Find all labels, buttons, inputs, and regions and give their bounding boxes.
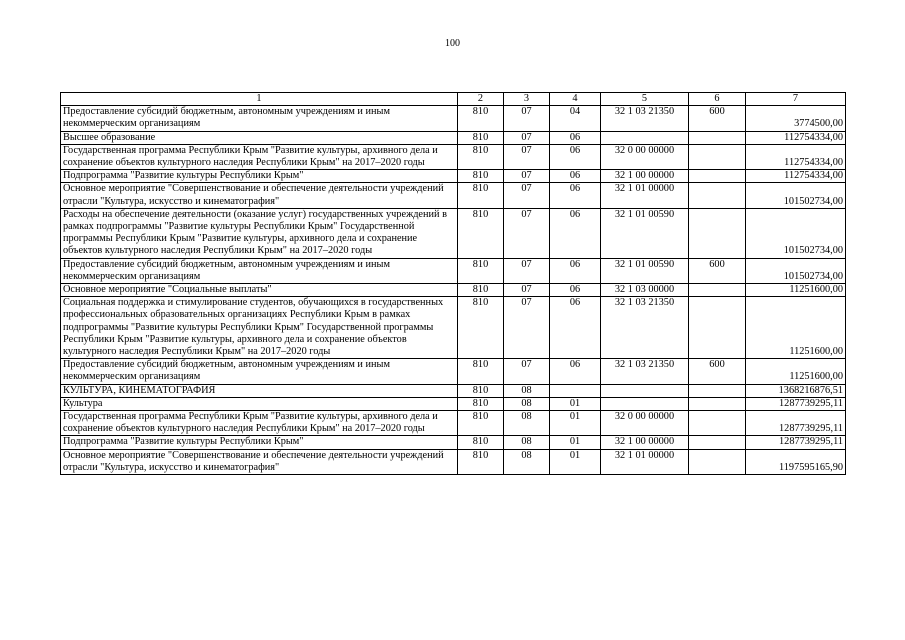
row-name-cell: Государственная программа Республики Крым "Развитие культуры, архивного дела и сохранение объектов культурного наследия Республики Крым" на 2017–2020 годы — [61, 411, 458, 436]
expense-type-cell — [689, 436, 746, 449]
subsection-code-cell: 06 — [550, 284, 601, 297]
expense-type-cell: 600 — [689, 106, 746, 131]
amount-cell: 1368216876,51 — [746, 384, 846, 397]
ministry-code-cell: 810 — [458, 449, 504, 474]
expense-type-cell — [689, 131, 746, 144]
table-row — [61, 397, 846, 410]
expense-type-cell — [689, 208, 746, 258]
target-article-cell: 32 1 01 00000 — [601, 183, 689, 208]
page-number: 100 — [445, 38, 460, 49]
ministry-code-cell: 810 — [458, 397, 504, 410]
amount-cell: 11251600,00 — [746, 297, 846, 359]
table-row — [61, 384, 846, 397]
target-article-cell: 32 0 00 00000 — [601, 144, 689, 169]
subsection-code-cell: 06 — [550, 208, 601, 258]
target-article-cell: 32 1 03 21350 — [601, 106, 689, 131]
amount-cell: 3774500,00 — [746, 106, 846, 131]
subsection-code-cell: 06 — [550, 170, 601, 183]
row-name-cell: Предоставление субсидий бюджетным, автономным учреждениям и иным некоммерческим организациям — [61, 106, 458, 131]
section-code-cell: 07 — [504, 170, 550, 183]
target-article-cell: 32 1 00 00000 — [601, 436, 689, 449]
subsection-code-cell: 01 — [550, 411, 601, 436]
section-code-cell: 08 — [504, 384, 550, 397]
table-row — [61, 449, 846, 474]
target-article-cell — [601, 397, 689, 410]
subsection-code-cell: 01 — [550, 397, 601, 410]
subsection-code-cell: 06 — [550, 183, 601, 208]
table-header-row — [61, 93, 846, 106]
target-article-cell: 32 1 01 00590 — [601, 208, 689, 258]
table-row — [61, 144, 846, 169]
expense-type-cell — [689, 384, 746, 397]
column-header: 1 — [61, 93, 458, 106]
amount-cell: 1287739295,11 — [746, 411, 846, 436]
table-row — [61, 436, 846, 449]
table-row — [61, 359, 846, 384]
amount-cell: 101502734,00 — [746, 258, 846, 283]
section-code-cell: 07 — [504, 359, 550, 384]
expense-type-cell — [689, 449, 746, 474]
section-code-cell: 08 — [504, 449, 550, 474]
expense-type-cell — [689, 183, 746, 208]
target-article-cell: 32 1 03 21350 — [601, 359, 689, 384]
row-name-cell: Подпрограмма "Развитие культуры Республики Крым" — [61, 436, 458, 449]
row-name-cell: Основное мероприятие "Совершенствование и обеспечение деятельности учреждений отрасли "Культура, искусство и кинематография" — [61, 183, 458, 208]
table-row — [61, 297, 846, 359]
table-body — [61, 106, 846, 475]
ministry-code-cell: 810 — [458, 144, 504, 169]
row-name-cell: Государственная программа Республики Крым "Развитие культуры, архивного дела и сохранение объектов культурного наследия Республики Крым" на 2017–2020 годы — [61, 144, 458, 169]
amount-cell: 112754334,00 — [746, 144, 846, 169]
column-header: 7 — [746, 93, 846, 106]
ministry-code-cell: 810 — [458, 258, 504, 283]
ministry-code-cell: 810 — [458, 436, 504, 449]
target-article-cell: 32 1 03 21350 — [601, 297, 689, 359]
table-row — [61, 170, 846, 183]
section-code-cell: 07 — [504, 106, 550, 131]
table-row — [61, 411, 846, 436]
subsection-code-cell: 06 — [550, 258, 601, 283]
section-code-cell: 07 — [504, 183, 550, 208]
section-code-cell: 07 — [504, 144, 550, 169]
subsection-code-cell: 04 — [550, 106, 601, 131]
section-code-cell: 08 — [504, 397, 550, 410]
subsection-code-cell: 01 — [550, 449, 601, 474]
column-header: 5 — [601, 93, 689, 106]
section-code-cell: 07 — [504, 284, 550, 297]
amount-cell: 1287739295,11 — [746, 397, 846, 410]
target-article-cell — [601, 131, 689, 144]
row-name-cell: Культура — [61, 397, 458, 410]
target-article-cell: 32 0 00 00000 — [601, 411, 689, 436]
table-row — [61, 258, 846, 283]
table-row — [61, 284, 846, 297]
expense-type-cell: 600 — [689, 258, 746, 283]
target-article-cell — [601, 384, 689, 397]
ministry-code-cell: 810 — [458, 131, 504, 144]
expense-type-cell — [689, 284, 746, 297]
section-code-cell: 07 — [504, 297, 550, 359]
expense-type-cell — [689, 297, 746, 359]
target-article-cell: 32 1 01 00000 — [601, 449, 689, 474]
ministry-code-cell: 810 — [458, 411, 504, 436]
expense-type-cell — [689, 170, 746, 183]
ministry-code-cell: 810 — [458, 384, 504, 397]
row-name-cell: Предоставление субсидий бюджетным, автономным учреждениям и иным некоммерческим организациям — [61, 258, 458, 283]
subsection-code-cell: 06 — [550, 359, 601, 384]
amount-cell: 101502734,00 — [746, 183, 846, 208]
target-article-cell: 32 1 03 00000 — [601, 284, 689, 297]
subsection-code-cell: 06 — [550, 297, 601, 359]
section-code-cell: 07 — [504, 258, 550, 283]
subsection-code-cell: 01 — [550, 436, 601, 449]
column-header: 4 — [550, 93, 601, 106]
budget-table — [60, 92, 846, 475]
amount-cell: 11251600,00 — [746, 359, 846, 384]
expense-type-cell — [689, 397, 746, 410]
row-name-cell: Расходы на обеспечение деятельности (оказание услуг) государственных учреждений в рамках подпрограммы "Развитие культуры Республики Крым" Государственной программы Республики Крым "Развитие культуры, архивного дела и сохранение объектов культурного наследия Республики Крым" на 2017–2020 годы — [61, 208, 458, 258]
amount-cell: 112754334,00 — [746, 131, 846, 144]
ministry-code-cell: 810 — [458, 208, 504, 258]
subsection-code-cell — [550, 384, 601, 397]
column-header: 2 — [458, 93, 504, 106]
table-row — [61, 106, 846, 131]
table-row — [61, 183, 846, 208]
ministry-code-cell: 810 — [458, 297, 504, 359]
column-header: 3 — [504, 93, 550, 106]
amount-cell: 11251600,00 — [746, 284, 846, 297]
row-name-cell: КУЛЬТУРА, КИНЕМАТОГРАФИЯ — [61, 384, 458, 397]
ministry-code-cell: 810 — [458, 183, 504, 208]
section-code-cell: 07 — [504, 131, 550, 144]
row-name-cell: Основное мероприятие "Социальные выплаты" — [61, 284, 458, 297]
target-article-cell: 32 1 01 00590 — [601, 258, 689, 283]
table-row — [61, 131, 846, 144]
amount-cell: 1287739295,11 — [746, 436, 846, 449]
expense-type-cell — [689, 144, 746, 169]
amount-cell: 112754334,00 — [746, 170, 846, 183]
section-code-cell: 08 — [504, 411, 550, 436]
ministry-code-cell: 810 — [458, 359, 504, 384]
table-row — [61, 208, 846, 258]
ministry-code-cell: 810 — [458, 106, 504, 131]
row-name-cell: Подпрограмма "Развитие культуры Республики Крым" — [61, 170, 458, 183]
row-name-cell: Высшее образование — [61, 131, 458, 144]
ministry-code-cell: 810 — [458, 170, 504, 183]
row-name-cell: Основное мероприятие "Совершенствование и обеспечение деятельности учреждений отрасли "Культура, искусство и кинематография" — [61, 449, 458, 474]
subsection-code-cell: 06 — [550, 131, 601, 144]
subsection-code-cell: 06 — [550, 144, 601, 169]
expense-type-cell — [689, 411, 746, 436]
expense-type-cell: 600 — [689, 359, 746, 384]
column-header: 6 — [689, 93, 746, 106]
target-article-cell: 32 1 00 00000 — [601, 170, 689, 183]
section-code-cell: 08 — [504, 436, 550, 449]
ministry-code-cell: 810 — [458, 284, 504, 297]
row-name-cell: Социальная поддержка и стимулирование студентов, обучающихся в государственных профессиональных образовательных организациях Республики Крым в рамках подпрограммы "Развитие культуры Республики Крым" Государственной программы Республики Крым "Развитие культуры, архивного дела и сохранение объектов культурного наследия Республики Крым" на 2017–2020 годы — [61, 297, 458, 359]
section-code-cell: 07 — [504, 208, 550, 258]
row-name-cell: Предоставление субсидий бюджетным, автономным учреждениям и иным некоммерческим организациям — [61, 359, 458, 384]
amount-cell: 101502734,00 — [746, 208, 846, 258]
amount-cell: 1197595165,90 — [746, 449, 846, 474]
